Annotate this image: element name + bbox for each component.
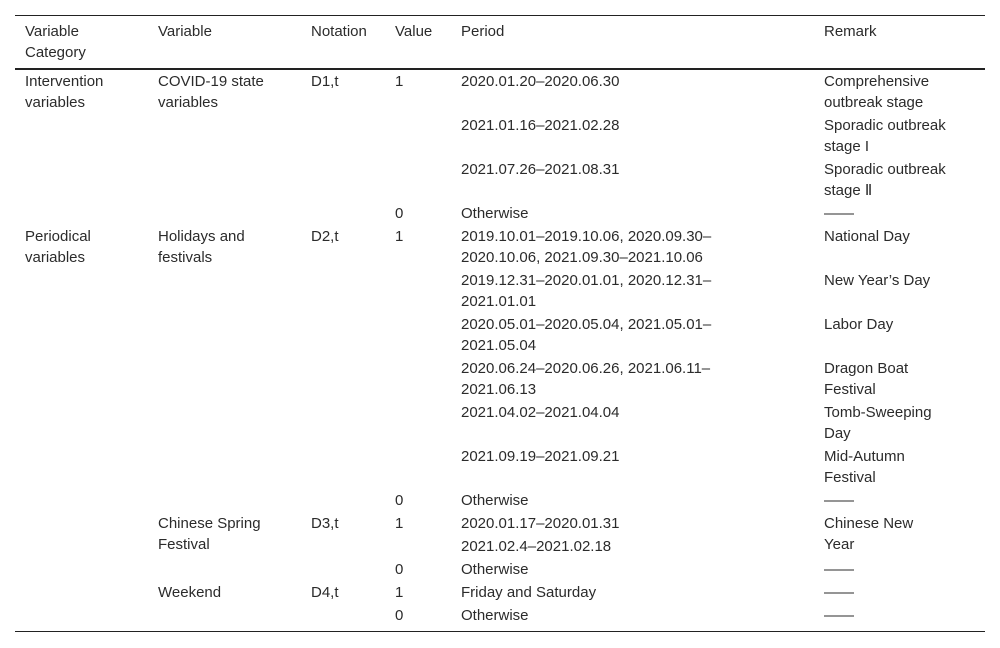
remark-covid-otherwise: —— <box>824 205 854 222</box>
remark-holiday-2: New Year’s Day <box>824 272 931 289</box>
remark-weekend-otherwise: —— <box>824 607 854 624</box>
remark-weekend: —— <box>824 584 854 601</box>
remark-covid-2: Sporadic outbreak stage I <box>824 117 946 155</box>
period-spring-otherwise: Otherwise <box>461 561 529 578</box>
header-remark: Remark <box>824 23 877 40</box>
value-d1-zero: 0 <box>395 205 404 222</box>
remark-holiday-5: Tomb-Sweeping Day <box>824 404 932 442</box>
remark-holiday-4: Dragon Boat Festival <box>824 360 909 398</box>
table-top-rule <box>15 15 985 16</box>
period-weekend: Friday and Saturday <box>461 584 597 601</box>
header-value: Value <box>395 23 433 40</box>
remark-holiday-otherwise: —— <box>824 492 854 509</box>
remark-holiday-6: Mid-Autumn Festival <box>824 448 905 486</box>
period-holiday-2: 2019.12.31–2020.01.01, 2020.12.31– 2021.01.01 <box>461 272 712 310</box>
table-bottom-rule <box>15 631 985 632</box>
remark-spring: Chinese New Year <box>824 515 914 553</box>
period-spring: 2020.01.17–2020.01.31 2021.02.4–2021.02.18 <box>461 515 620 555</box>
notation-d3: D3,t <box>311 515 339 532</box>
variable-holidays: Holidays and festivals <box>158 228 245 266</box>
value-d4-zero: 0 <box>395 607 404 624</box>
notation-d4: D4,t <box>311 584 339 601</box>
remark-holiday-1: National Day <box>824 228 910 245</box>
variable-spring-festival: Chinese Spring Festival <box>158 515 261 553</box>
period-covid-1: 2020.01.20–2020.06.30 <box>461 73 620 90</box>
period-covid-2: 2021.01.16–2021.02.28 <box>461 117 620 134</box>
notation-d1: D1,t <box>311 73 339 90</box>
value-d3-zero: 0 <box>395 561 404 578</box>
period-holiday-3: 2020.05.01–2020.05.04, 2021.05.01– 2021.05.04 <box>461 316 712 354</box>
variable-covid-state: COVID-19 state variables <box>158 73 264 111</box>
variable-weekend: Weekend <box>158 584 222 601</box>
period-weekend-otherwise: Otherwise <box>461 607 529 624</box>
period-covid-3: 2021.07.26–2021.08.31 <box>461 161 620 178</box>
period-holiday-5: 2021.04.02–2021.04.04 <box>461 404 620 421</box>
header-variable-category: Variable Category <box>25 23 86 61</box>
category-periodical: Periodical variables <box>25 228 91 266</box>
period-holiday-1: 2019.10.01–2019.10.06, 2020.09.30– 2020.10.06, 2021.09.30–2021.10.06 <box>461 228 712 266</box>
remark-covid-1: Comprehensive outbreak stage <box>824 73 930 111</box>
header-notation: Notation <box>311 23 367 40</box>
remark-spring-otherwise: —— <box>824 561 854 578</box>
header-variable: Variable <box>158 23 212 40</box>
value-d2-one: 1 <box>395 228 404 245</box>
period-holiday-4: 2020.06.24–2020.06.26, 2021.06.11– 2021.06.13 <box>461 360 711 398</box>
notation-d2: D2,t <box>311 228 339 245</box>
period-covid-otherwise: Otherwise <box>461 205 529 222</box>
remark-covid-3: Sporadic outbreak stage Ⅱ <box>824 161 946 199</box>
period-holiday-6: 2021.09.19–2021.09.21 <box>461 448 620 465</box>
table-header-rule <box>15 68 985 70</box>
category-intervention: Intervention variables <box>25 73 104 111</box>
value-d1-one: 1 <box>395 73 404 90</box>
period-holiday-otherwise: Otherwise <box>461 492 529 509</box>
value-d4-one: 1 <box>395 584 404 601</box>
value-d3-one: 1 <box>395 515 404 532</box>
remark-holiday-3: Labor Day <box>824 316 894 333</box>
value-d2-zero: 0 <box>395 492 404 509</box>
header-period: Period <box>461 23 505 40</box>
